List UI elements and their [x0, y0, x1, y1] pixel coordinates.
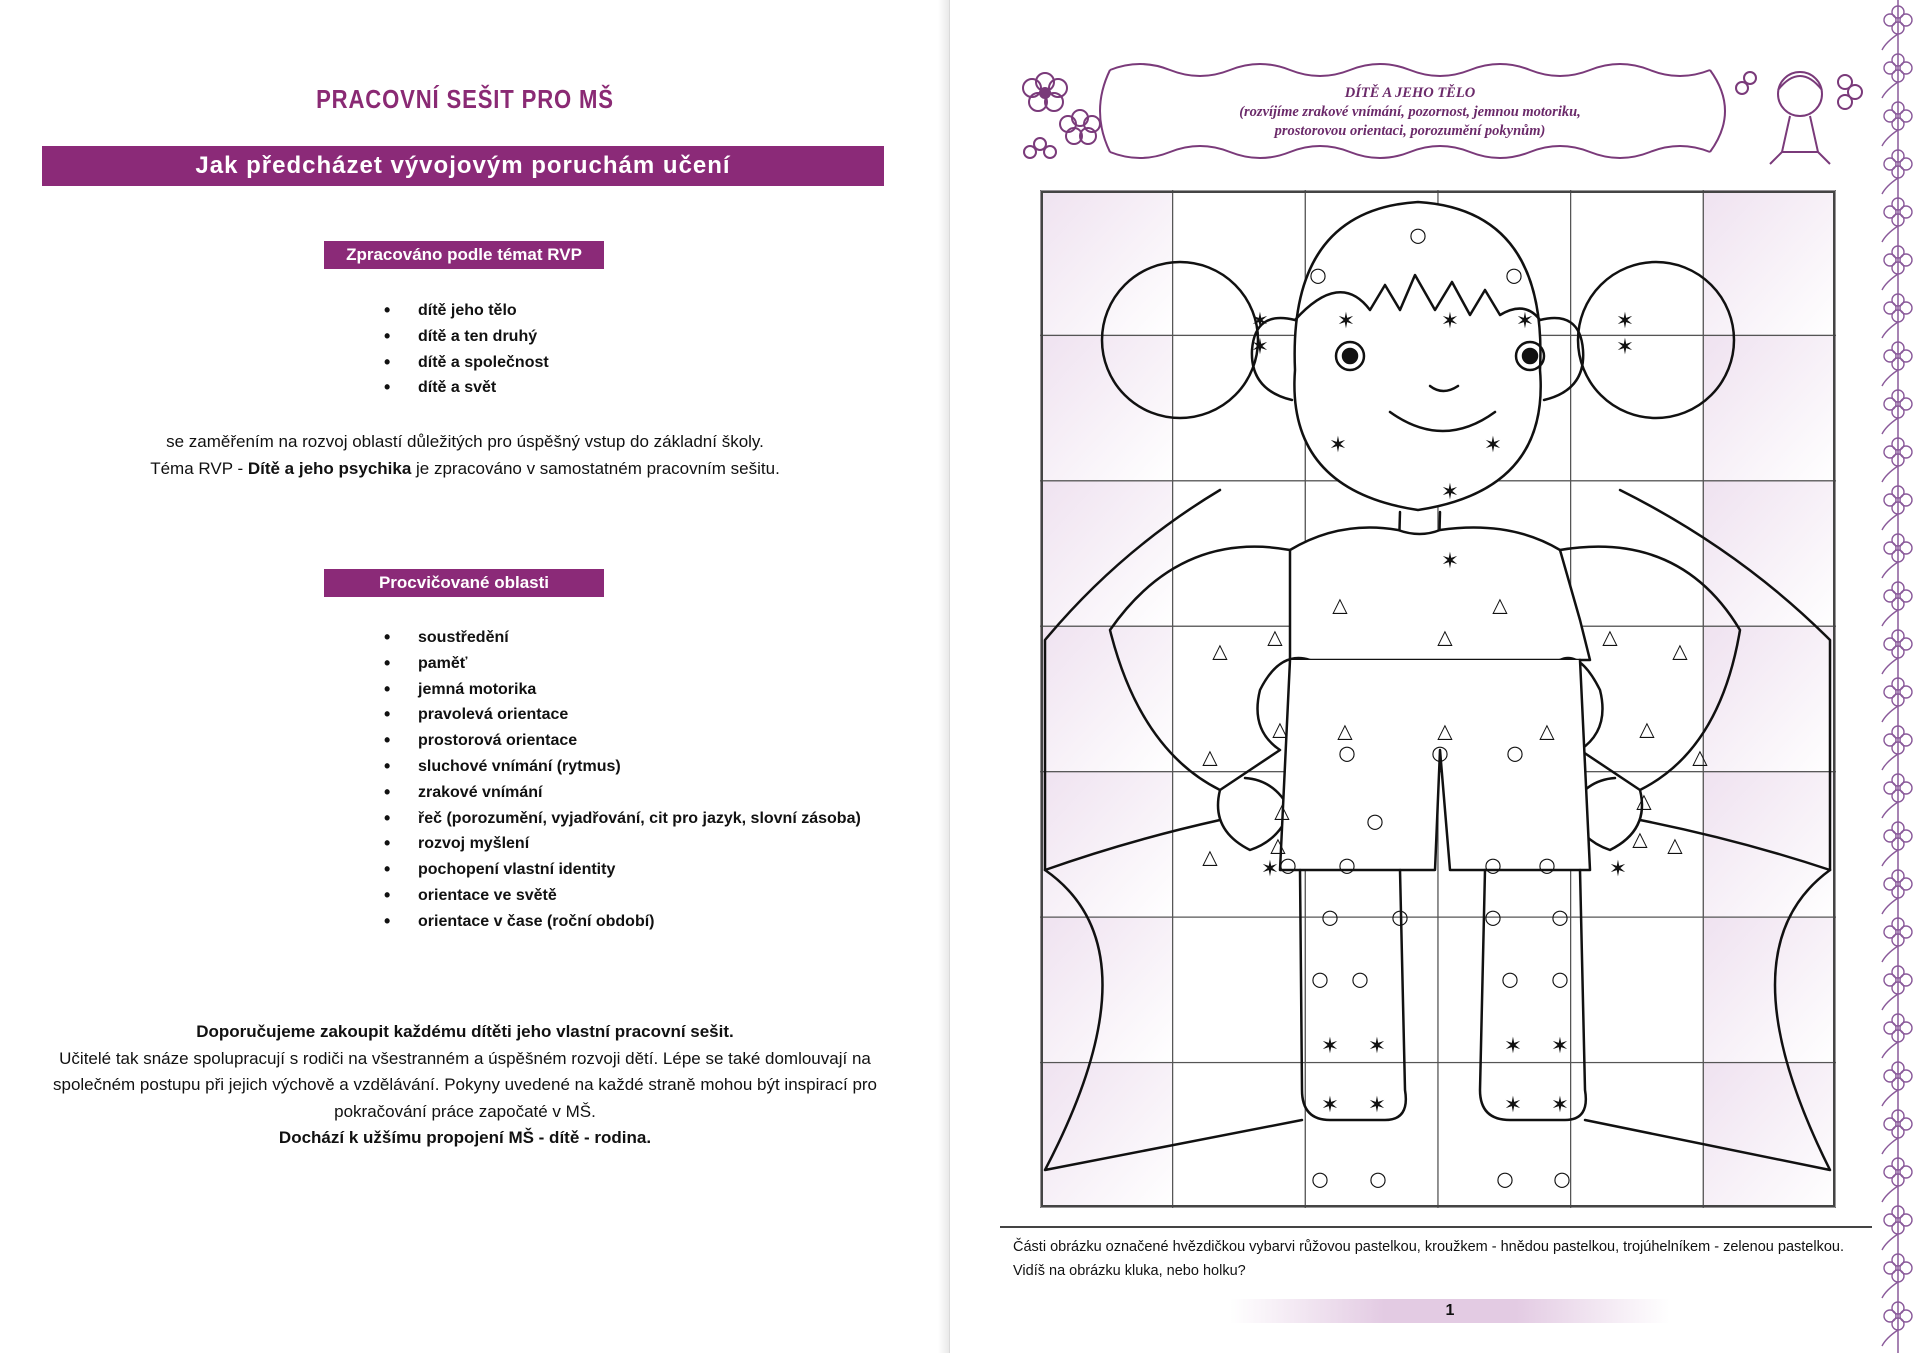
- circle-symbol-icon: ○: [1551, 904, 1569, 929]
- list-item: • dítě a ten druhý: [384, 324, 549, 350]
- grid-cell: [1040, 626, 1173, 771]
- circle-symbol-icon: ○: [1369, 1166, 1387, 1191]
- list-item: • zrakové vnímání: [384, 780, 861, 806]
- triangle-symbol-icon: △: [1437, 624, 1453, 649]
- grid-cell: [1703, 190, 1836, 335]
- border-flower-icon: [1882, 534, 1912, 578]
- worksheet-subtitle-1: (rozvíjíme zrakové vnímání, pozornost, jemnou motoriku,: [1239, 104, 1581, 120]
- border-flower-icon: [1882, 630, 1912, 674]
- circle-symbol-icon: ○: [1484, 904, 1502, 929]
- circle-symbol-icon: ○: [1484, 852, 1502, 877]
- girl-illustration-icon: [1736, 72, 1862, 164]
- intro-post: je zpracováno v samostatném pracovním sešitu.: [411, 459, 780, 478]
- border-flower-icon: [1882, 582, 1912, 626]
- border-flower-icon: [1882, 1206, 1912, 1250]
- circle-symbol-icon: ○: [1553, 1166, 1571, 1191]
- triangle-symbol-icon: △: [1337, 718, 1353, 743]
- star-symbol-icon: ✶: [1328, 433, 1348, 458]
- border-flower-icon: [1882, 6, 1912, 50]
- grid-cell: [1040, 772, 1173, 917]
- border-flower-icon: [1882, 774, 1912, 818]
- grid-cell: [1571, 917, 1704, 1062]
- border-flower-icon: [1882, 54, 1912, 98]
- triangle-symbol-icon: △: [1602, 624, 1618, 649]
- list-item: • paměť: [384, 651, 861, 677]
- list-item: • rozvoj myšlení: [384, 831, 861, 857]
- intro-pre: Téma RVP -: [150, 459, 248, 478]
- grid-cell: [1703, 335, 1836, 480]
- intro-paragraph: [0, 428, 930, 482]
- triangle-symbol-icon: △: [1636, 788, 1652, 813]
- circle-symbol-icon: ○: [1496, 1166, 1514, 1191]
- grid-cell: [1571, 335, 1704, 480]
- head: [1294, 202, 1540, 510]
- rvp-tag: Zpracováno podle témat RVP: [324, 241, 604, 269]
- grid-cell: [1173, 335, 1306, 480]
- areas-tag: Procvičované oblasti: [324, 569, 604, 597]
- star-symbol-icon: ✶: [1503, 1093, 1523, 1118]
- star-symbol-icon: ✶: [1336, 309, 1356, 334]
- circle-symbol-icon: ○: [1551, 966, 1569, 991]
- star-symbol-icon: ✶: [1550, 1093, 1570, 1118]
- list-item: • pochopení vlastní identity: [384, 857, 861, 883]
- reco-heading: Doporučujeme zakoupit každému dítěti jeho vlastní pracovní sešit.: [196, 1022, 734, 1041]
- star-symbol-icon: ✶: [1550, 1034, 1570, 1059]
- star-symbol-icon: ✶: [1320, 1093, 1340, 1118]
- worksheet-title: DÍTĚ A JEHO TĚLO: [1344, 85, 1476, 101]
- circle-symbol-icon: ○: [1321, 904, 1339, 929]
- border-flower-icon: [1882, 870, 1912, 914]
- star-symbol-icon: ✶: [1608, 857, 1628, 882]
- grid-cell: [1703, 772, 1836, 917]
- list-item: • pravolevá orientace: [384, 702, 861, 728]
- border-flower-icon: [1882, 102, 1912, 146]
- grid-cell: [1703, 626, 1836, 771]
- triangle-symbol-icon: △: [1272, 716, 1288, 741]
- star-symbol-icon: ✶: [1503, 1034, 1523, 1059]
- list-item: • prostorová orientace: [384, 728, 861, 754]
- grid-cell: [1571, 190, 1704, 335]
- grid-cell: [1173, 481, 1306, 626]
- areas-list: [384, 625, 861, 935]
- star-symbol-icon: ✶: [1440, 309, 1460, 334]
- star-symbol-icon: ✶: [1483, 433, 1503, 458]
- circle-symbol-icon: ○: [1351, 966, 1369, 991]
- list-item: • dítě a společnost: [384, 350, 549, 376]
- intro-line-1: se zaměřením na rozvoj oblastí důležitých pro úspěšný vstup do základní školy.: [166, 432, 764, 451]
- grid-cell: [1040, 917, 1173, 1062]
- border-flower-icon: [1882, 1254, 1912, 1298]
- star-symbol-icon: ✶: [1367, 1093, 1387, 1118]
- flower-icon: [1023, 73, 1100, 158]
- list-item: • orientace v čase (roční období): [384, 909, 861, 935]
- star-symbol-icon: ✶: [1615, 309, 1635, 334]
- list-item: • orientace ve světě: [384, 883, 861, 909]
- star-symbol-icon: ✶: [1440, 480, 1460, 505]
- triangle-symbol-icon: △: [1202, 744, 1218, 769]
- star-symbol-icon: ✶: [1515, 309, 1535, 334]
- border-flower-icon: [1882, 726, 1912, 770]
- star-symbol-icon: ✶: [1320, 1034, 1340, 1059]
- list-item: • dítě a svět: [384, 375, 549, 401]
- list-item: • řeč (porozumění, vyjadřování, cit pro jazyk, slovní zásoba): [384, 806, 861, 832]
- reco-closing: Dochází k užšímu propojení MŠ - dítě - rodina.: [278, 1128, 652, 1147]
- star-symbol-icon: ✶: [1440, 549, 1460, 574]
- worksheet-instructions: Části obrázku označené hvězdičkou vybarvi růžovou pastelkou, kroužkem - hnědou pastelkou, trojúhelníkem - zelenou pastelkou. Vidíš na obrázku kluka, nebo holku?: [1013, 1239, 1844, 1279]
- triangle-symbol-icon: △: [1692, 744, 1708, 769]
- star-symbol-icon: ✶: [1367, 1034, 1387, 1059]
- border-flower-icon: [1882, 1110, 1912, 1154]
- triangle-symbol-icon: △: [1667, 832, 1683, 857]
- list-item: • jemná motorika: [384, 677, 861, 703]
- circle-symbol-icon: ○: [1338, 740, 1356, 765]
- circle-symbol-icon: ○: [1538, 852, 1556, 877]
- border-flower-icon: [1882, 486, 1912, 530]
- intro-line-2: [0, 455, 930, 482]
- circle-symbol-icon: ○: [1279, 852, 1297, 877]
- intro-bold: Dítě a jeho psychika: [247, 459, 412, 478]
- divider-line: [1000, 1226, 1872, 1228]
- border-flower-icon: [1882, 678, 1912, 722]
- triangle-symbol-icon: △: [1539, 718, 1555, 743]
- grid-cell: [1571, 481, 1704, 626]
- border-flower-icon: [1882, 918, 1912, 962]
- worksheet-header: [1160, 84, 1660, 141]
- triangle-symbol-icon: △: [1492, 592, 1508, 617]
- left-page: [0, 0, 950, 1353]
- topics-list: [384, 298, 549, 401]
- grid-cell: [1703, 1063, 1836, 1208]
- star-symbol-icon: ✶: [1260, 857, 1280, 882]
- triangle-symbol-icon: △: [1274, 798, 1290, 823]
- circle-symbol-icon: ○: [1409, 222, 1427, 247]
- circle-symbol-icon: ○: [1431, 740, 1449, 765]
- triangle-symbol-icon: △: [1270, 832, 1286, 857]
- border-flower-icon: [1882, 198, 1912, 242]
- star-symbol-icon: ✶: [1250, 335, 1270, 360]
- circle-symbol-icon: ○: [1311, 1166, 1329, 1191]
- list-item: • sluchové vnímání (rytmus): [384, 754, 861, 780]
- worksheet-subtitle-2: prostorovou orientaci, porozumění pokynům): [1274, 123, 1546, 139]
- border-flower-icon: [1882, 1302, 1912, 1346]
- grid-cell: [1173, 1063, 1306, 1208]
- recommendation: [52, 1019, 878, 1152]
- circle-symbol-icon: ○: [1311, 966, 1329, 991]
- title-banner: Jak předcházet vývojovým poruchám učení: [42, 146, 884, 186]
- grid-cell: [1040, 335, 1173, 480]
- page-title: PRACOVNÍ SEŠIT PRO MŠ: [316, 84, 614, 114]
- circle-symbol-icon: ○: [1338, 852, 1356, 877]
- circle-symbol-icon: ○: [1391, 904, 1409, 929]
- border-flower-icon: [1882, 822, 1912, 866]
- grid-cell: [1571, 1063, 1704, 1208]
- border-flower-icon: [1882, 1014, 1912, 1058]
- triangle-symbol-icon: △: [1212, 638, 1228, 663]
- triangle-symbol-icon: △: [1632, 826, 1648, 851]
- star-symbol-icon: ✶: [1615, 335, 1635, 360]
- grid-cell: [1040, 481, 1173, 626]
- list-item: • soustředění: [384, 625, 861, 651]
- grid-cell: [1040, 1063, 1173, 1208]
- border-flower-icon: [1882, 1062, 1912, 1106]
- triangle-symbol-icon: △: [1639, 716, 1655, 741]
- border-flower-icon: [1882, 150, 1912, 194]
- circle-symbol-icon: ○: [1501, 966, 1519, 991]
- grid-cell: [1173, 917, 1306, 1062]
- border-flower-icon: [1882, 438, 1912, 482]
- triangle-symbol-icon: △: [1202, 844, 1218, 869]
- star-symbol-icon: ✶: [1250, 309, 1270, 334]
- border-flower-icon: [1882, 1158, 1912, 1202]
- triangle-symbol-icon: △: [1267, 624, 1283, 649]
- circle-symbol-icon: ○: [1309, 262, 1327, 287]
- list-item: • dítě jeho tělo: [384, 298, 549, 324]
- circle-symbol-icon: ○: [1506, 740, 1524, 765]
- triangle-symbol-icon: △: [1672, 638, 1688, 663]
- circle-symbol-icon: ○: [1366, 808, 1384, 833]
- grid-cell: [1703, 917, 1836, 1062]
- shorts: [1280, 660, 1590, 870]
- coloring-grid: [1040, 190, 1836, 1208]
- page-number: 1: [1230, 1299, 1670, 1323]
- triangle-symbol-icon: △: [1437, 718, 1453, 743]
- border-flower-icon: [1882, 966, 1912, 1010]
- border-flower-icon: [1882, 390, 1912, 434]
- border-flower-icon: [1882, 246, 1912, 290]
- reco-text: Učitelé tak snáze spolupracují s rodiči na všestranném a úspěšném rozvoji dětí. Lépe se také domlouvají na společném postupu při jejich výchově a vzdělávání. Pokyny uvedené na každé straně mohou být inspirací pro pokračování práce započaté v MŠ.: [52, 1048, 878, 1121]
- decorative-flower-border: [1868, 0, 1920, 1353]
- border-flower-icon: [1882, 294, 1912, 338]
- triangle-symbol-icon: △: [1332, 592, 1348, 617]
- circle-symbol-icon: ○: [1505, 262, 1523, 287]
- border-flower-icon: [1882, 342, 1912, 386]
